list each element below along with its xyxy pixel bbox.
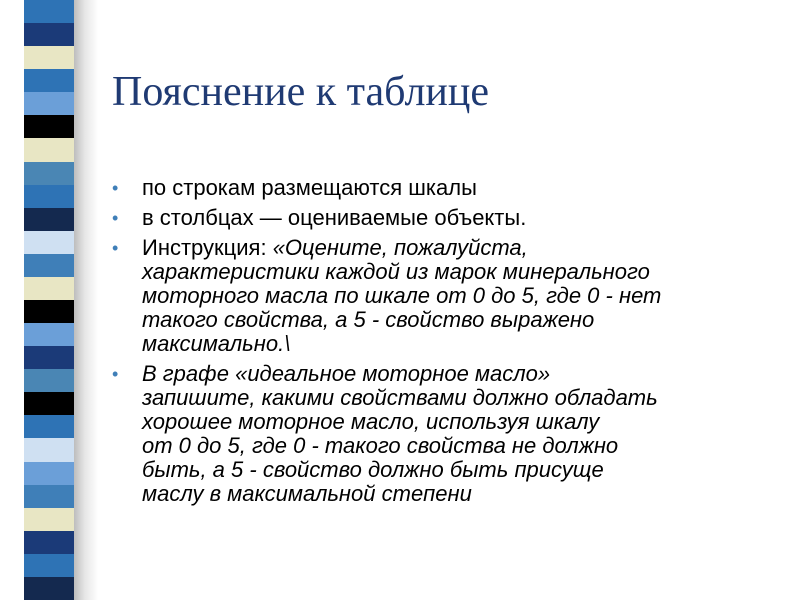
bullet-item [112, 176, 782, 200]
stripe-block [24, 554, 74, 578]
instruction-label: Инструкция: [142, 235, 273, 260]
stripe-block [24, 323, 74, 347]
ideal-oil-text-line: от 0 до 5, где 0 - такого свойства не должно [142, 433, 619, 458]
stripe-block [24, 231, 74, 255]
bullet-item [112, 362, 782, 506]
stripe-block [24, 508, 74, 532]
slide-title: Пояснение к таблице [112, 69, 489, 115]
stripe-block [24, 254, 74, 278]
stripe-block [24, 0, 74, 24]
bullet-item [112, 206, 782, 230]
stripe-block [24, 415, 74, 439]
ideal-oil-text-line: хорошее моторное масло, используя шкалу [142, 409, 600, 434]
stripe-block [24, 485, 74, 509]
stripe-block [24, 577, 74, 600]
stripe-block [24, 92, 74, 116]
stripe-block [24, 185, 74, 209]
instruction-text-line: характеристики каждой из марок минерального [142, 259, 650, 284]
instruction-text-line: максимально.\ [142, 331, 291, 356]
ideal-oil-text-line: маслу в максимальной степени [142, 481, 472, 506]
bullet-text: в столбцах — оцениваемые объекты. [142, 205, 527, 230]
stripe-block [24, 462, 74, 486]
ideal-oil-text-line: быть, а 5 - свойство должно быть присуще [142, 457, 604, 482]
instruction-text-line: моторного масла по шкале от 0 до 5, где 0 - нет [142, 283, 662, 308]
bullet-list [112, 176, 782, 512]
instruction-text-line: «Оцените, пожалуйста, [272, 235, 528, 260]
bullet-icon: • [112, 178, 119, 198]
stripe-block [24, 346, 74, 370]
decorative-stripe [24, 0, 74, 600]
stripe-block [24, 23, 74, 47]
stripe-block [24, 392, 74, 416]
bullet-text: по строкам размещаются шкалы [142, 175, 477, 200]
stripe-block [24, 115, 74, 139]
stripe-block [24, 69, 74, 93]
stripe-block [24, 138, 74, 162]
stripe-block [24, 277, 74, 301]
stripe-block [24, 300, 74, 324]
bullet-icon: • [112, 238, 119, 258]
instruction-text-line: такого свойства, а 5 - свойство выражено [142, 307, 595, 332]
ideal-oil-text-line: В графе «идеальное моторное масло» [142, 361, 551, 386]
bullet-icon: • [112, 364, 119, 384]
stripe-block [24, 438, 74, 462]
ideal-oil-text-line: запишите, какими свойствами должно обладать [142, 385, 658, 410]
stripe-block [24, 162, 74, 186]
stripe-block [24, 369, 74, 393]
stripe-block [24, 46, 74, 70]
stripe-block [24, 531, 74, 555]
bullet-icon: • [112, 208, 119, 228]
bullet-item [112, 236, 782, 356]
stripe-block [24, 208, 74, 232]
stripe-shadow [74, 0, 98, 600]
